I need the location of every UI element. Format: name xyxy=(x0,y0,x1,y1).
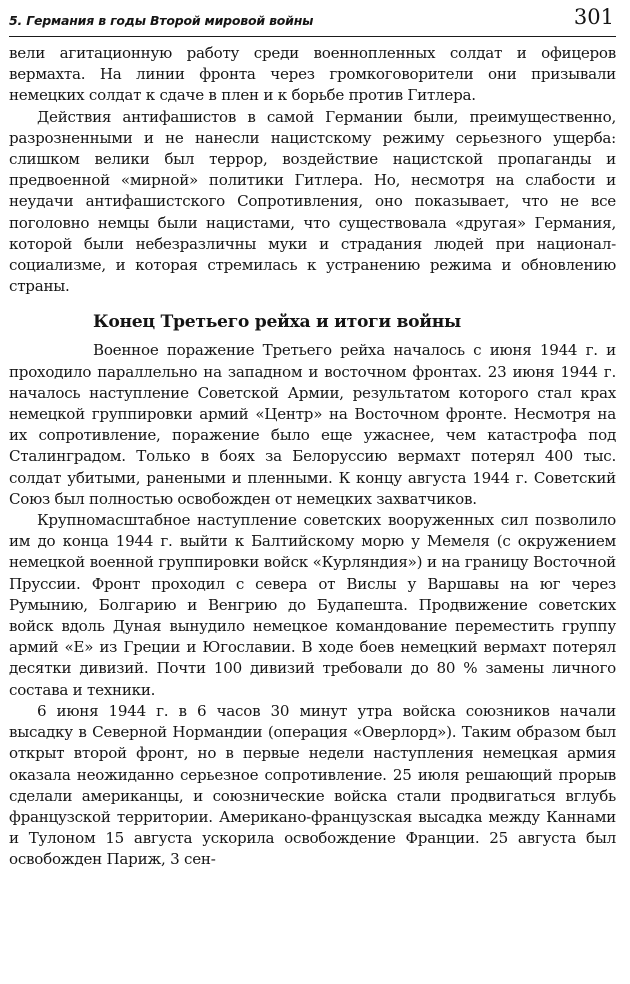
paragraph: 6 июня 1944 г. в 6 часов 30 минут утра войска союзников начали высадку в Северной Нормандии (операция «Оверлорд»). Таким образом был открыт второй фронт, но в первые недели наступления немецкая армия оказала неожиданно серьезное сопротивление. 25 июля решающий прорыв сделали американцы, и союзнические войска стали продвигаться вглубь французской территории. Американо-французская высадка между Каннами и Тулоном 15 августа ускорила освобождение Франции. 25 августа был освобожден Париж, 3 сен- xyxy=(9,701,616,869)
running-header xyxy=(9,0,616,37)
section-heading: Конец Третьего рейха и итоги войны xyxy=(93,312,461,333)
paragraph: Крупномасштабное наступление советских вооруженных сил позволило им до конца 1944 г. выйти к Балтийскому морю у Мемеля (с окружением немецкой военной группировки войск «Курляндия») и на границу Восточной Пруссии. Фронт проходил с севера от Вислы у Варшавы на юг через Румынию, Болгарию и Венгрию до Будапешта. Продвижение советских войск вдоль Дуная вынудило немецкое командование переместить группу армий «Е» из Греции и Югославии. В ходе боев немецкий вермахт потерял десятки дивизий. Почти 100 дивизий требовали до 80 % замены личного состава и техники. xyxy=(9,511,616,699)
body-text-top xyxy=(9,43,616,297)
page-number: 301 xyxy=(573,5,614,29)
body-text-section xyxy=(9,340,616,870)
running-title: 5. Германия в годы Второй мировой войны xyxy=(9,13,314,28)
paragraph: Действия антифашистов в самой Германии были, преимущественно, разрозненными и не нанесли нацистскому режиму серьезного ущерба: слишком велики был террор, воздействие нацистской пропаганды и предвоенной «мирной» политики Гитлера. Но, несмотря на слабости и неудачи антифашистского Сопротивления, оно показывает, что не все поголовно немцы были нацистами, что существовала «другая» Германия, которой были небезразличны муки и страдания людей при национал-социализме, и которая стремилась к устранению режима и обновлению страны. xyxy=(9,107,616,296)
paragraph-continuation: вели агитационную работу среди военнопленных солдат и офицеров вермахта. На линии фронта через громкоговорители они призывали немецких солдат к сдаче в плен и к борьбе против Гитлера. xyxy=(9,44,616,105)
paragraph: Военное поражение Третьего рейха началось с июня 1944 г. и проходило параллельно на западном и восточном фронтах. 23 июня 1944 г. началось наступление Советской Армии, результатом которого стал крах немецкой группировки армий «Центр» на Восточном фронте. Несмотря на их сопротивление, поражение было еще ужаснее, чем катастрофа под Сталинградом. Только в боях за Белоруссию вермахт потерял 400 тыс. солдат убитыми, ранеными и пленными. К концу августа 1944 г. Советский Союз был полностью освобожден от немецких захватчиков. xyxy=(9,341,616,508)
